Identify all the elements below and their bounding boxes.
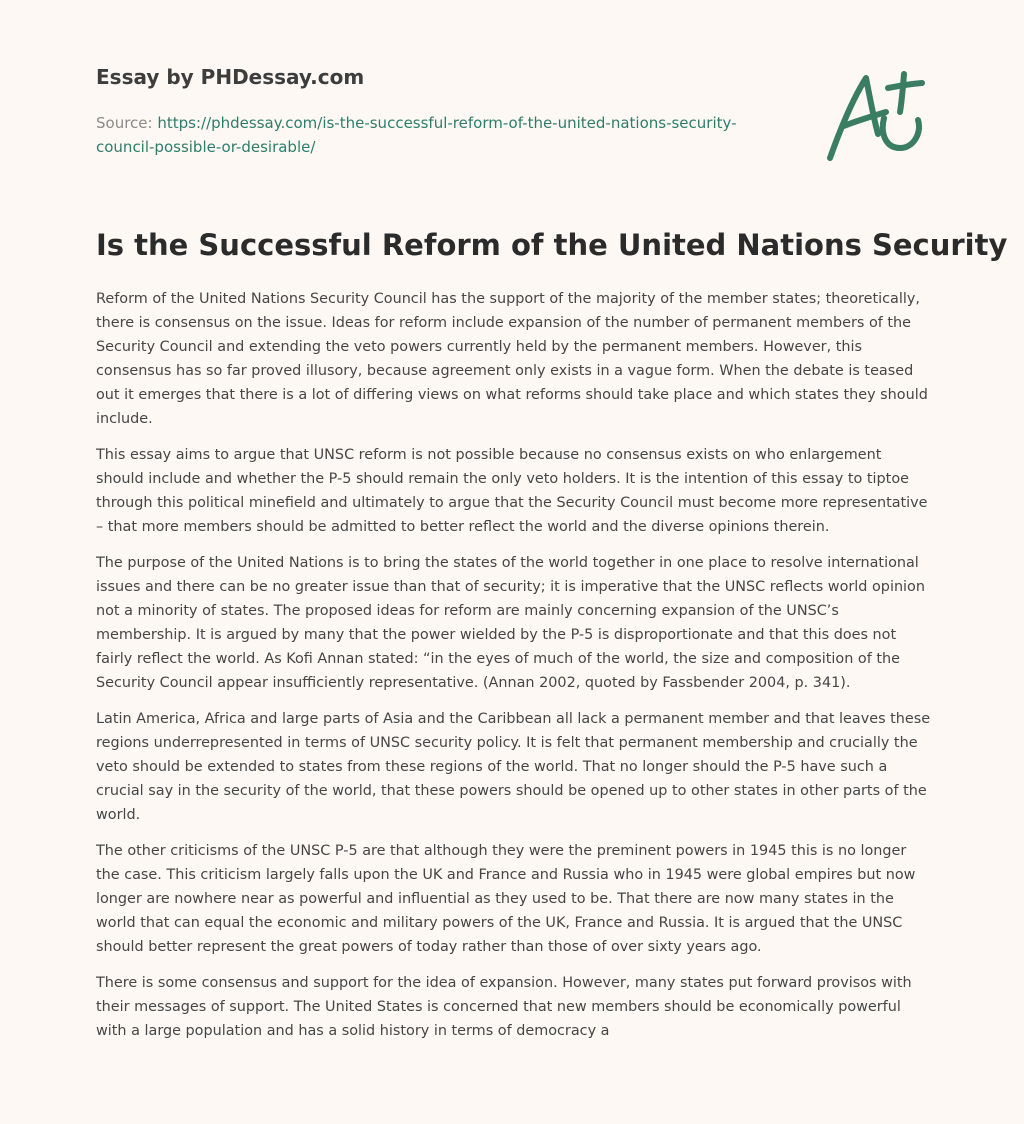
essay-body [96, 287, 932, 1124]
logo-text: A+ [826, 53, 851, 72]
paragraph: Reform of the United Nations Security Council has the support of the majority of the member states; theoretically, there is consensus on the issue. Ideas for reform include expansion of the number of permanent members of the Security Council and extending the veto powers currently held by the permanent members. However, this consensus has so far proved illusory, because agreement only exists in a vague form. When the debate is teased out it emerges that there is a lot of differing views on what reforms should take place and which states they should include. [96, 291, 928, 427]
paragraph: There is some consensus and support for the idea of expansion. However, many states put forward provisos with their messages of support. The United States is concerned that new members should be economically powerful with a large population and has a solid history in terms of democracy a [96, 975, 912, 1039]
paragraph: This essay aims to argue that UNSC reform is not possible because no consensus exists on who enlargement should include and whether the P-5 should remain the only veto holders. It is the intention of this essay to tiptoe through this political minefield and ultimately to argue that the Security Council must become more representative – that more members should be admitted to better reflect the world and the diverse opinions therein. [96, 447, 928, 535]
a-plus-logo-icon [826, 53, 926, 164]
source-link[interactable]: https://phdessay.com/is-the-successful-reform-of-the-united-nations-security-council-possible-or-desirable/ [96, 114, 737, 156]
paragraph: The other criticisms of the UNSC P-5 are that although they were the preminent powers in 1945 this is no longer the case. This criticism largely falls upon the UK and France and Russia who in 1945 were global empires but now longer are nowhere near as powerful and influential as they used to be. That there are now many states in the world that can equal the economic and military powers of the UK, France and Russia. It is argued that the UNSC should better represent the great powers of today rather than those of over sixty years ago. [96, 843, 916, 955]
paragraph: The purpose of the United Nations is to bring the states of the world together in one place to resolve international issues and there can be no greater issue than that of security; it is imperative that the UNSC reflects world opinion not a minority of states. The proposed ideas for reform are mainly concerning expansion of the UNSC’s membership. It is argued by many that the power wielded by the P-5 is disproportionate and that this does not fairly reflect the world. As Kofi Annan stated: “in the eyes of much of the world, the size and composition of the Security Council appear insufficiently representative. (Annan 2002, quoted by Fassbender 2004, p. 341). [96, 555, 925, 691]
essay-title: Is the Successful Reform of the United Nations Security [96, 228, 1008, 262]
source-label: Source: [96, 114, 153, 132]
paragraph: Latin America, Africa and large parts of Asia and the Caribbean all lack a permanent member and that leaves these regions underrepresented in terms of UNSC security policy. It is felt that permanent membership and crucially the veto should be extended to states from these regions of the world. That no longer should the P-5 have such a crucial say in the security of the world, that these powers should be opened up to other states in other parts of the world. [96, 711, 931, 823]
source-line [96, 111, 756, 159]
site-title: Essay by PHDessay.com [96, 65, 365, 89]
